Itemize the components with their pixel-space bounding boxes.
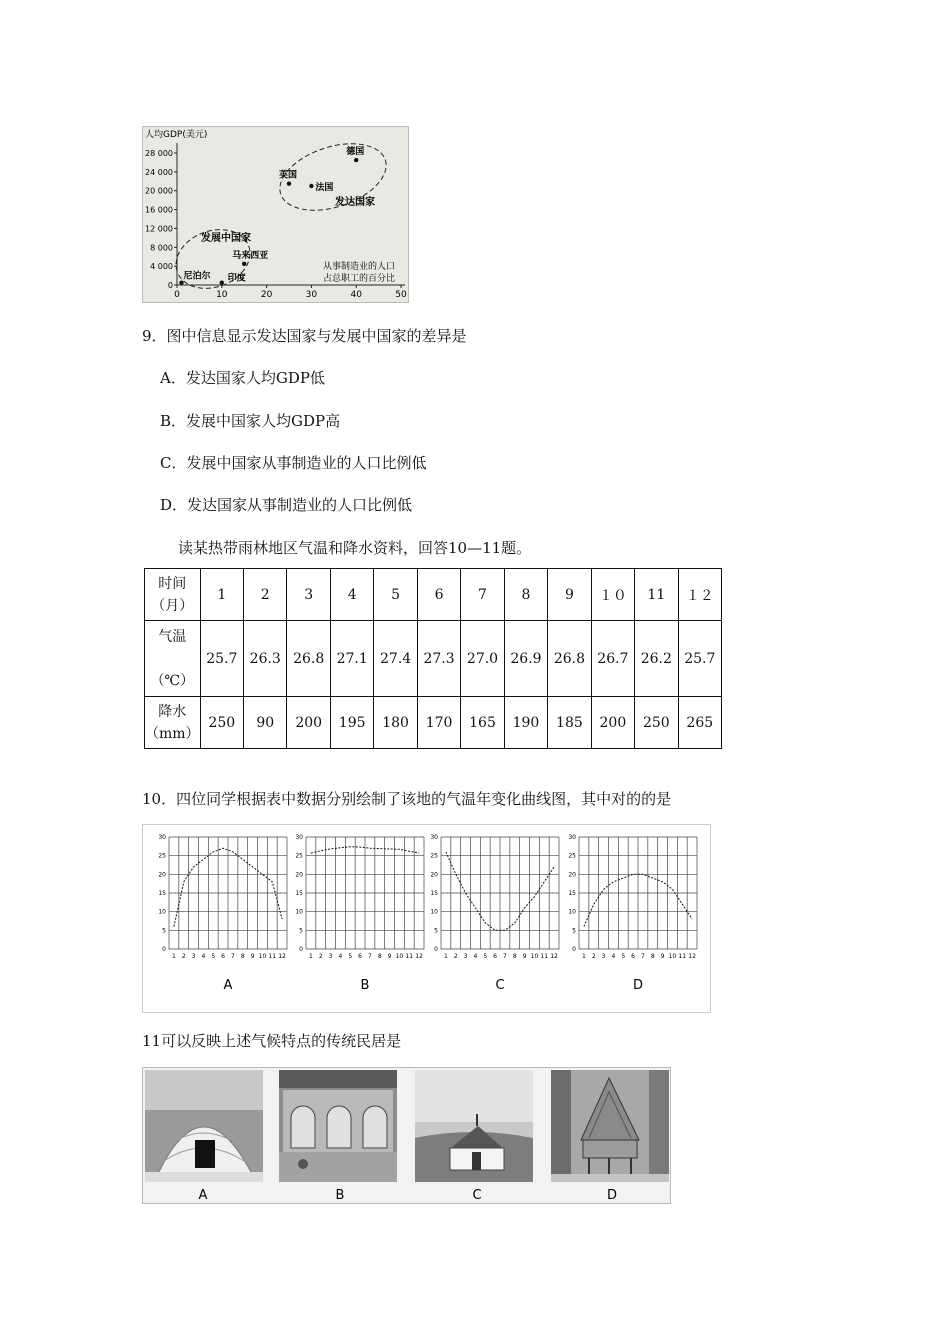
header-temp-1: 气温 — [158, 628, 187, 645]
y-tick-label: 10 — [158, 908, 166, 916]
y-tick-label: 20 — [430, 871, 438, 879]
q9-stem: 9．图中信息显示发达国家与发展中国家的差异是 — [142, 327, 467, 345]
temp-cell: 25.7 — [200, 621, 243, 697]
rain-cell: 250 — [635, 697, 678, 749]
x-tick-label: 10 — [668, 953, 677, 960]
x-tick-label: 2 — [591, 953, 596, 960]
x-tick-label: 2 — [318, 953, 323, 960]
y-tick-label: 5 — [434, 927, 438, 935]
rain-cell: 90 — [244, 697, 287, 749]
x-tick-label: 3 — [601, 953, 606, 960]
photo-label-b: B — [335, 1188, 345, 1203]
y-tick-label: 15 — [295, 890, 303, 897]
temp-cell: 27.1 — [330, 621, 373, 697]
y-tick-label: 20 — [568, 871, 576, 879]
x-tick-label: 7 — [503, 953, 507, 960]
table-row-month — [145, 569, 722, 621]
temp-cell: 26.3 — [244, 621, 287, 697]
y-tick-label: 5 — [572, 927, 576, 935]
temp-chart-b — [295, 834, 424, 993]
photo-b-cave-dwelling — [279, 1070, 397, 1182]
y-tick-label: 30 — [568, 834, 576, 841]
x-tick-label: 3 — [463, 953, 468, 960]
rain-cell: 200 — [287, 697, 330, 749]
header-rain-1: 降水 — [158, 703, 187, 720]
dwellings-svg — [143, 1068, 670, 1203]
y-tick-label: 30 — [430, 834, 438, 841]
x-tick-label: 3 — [191, 953, 196, 960]
x-tick-label: 9 — [522, 953, 527, 960]
y-tick-label: 10 — [568, 908, 576, 916]
rain-cell: 195 — [330, 697, 373, 749]
gdp-scatter-svg — [143, 127, 408, 302]
rain-cell: 250 — [200, 697, 243, 749]
x-tick-label: 7 — [641, 953, 645, 960]
month-cell: 6 — [417, 569, 460, 621]
y-tick-label: 20 — [158, 871, 166, 879]
y-tick-label: 5 — [299, 927, 303, 935]
header-rain — [145, 697, 201, 749]
x-tick-label: 4 — [201, 953, 206, 960]
photo-label-c: C — [472, 1188, 482, 1203]
temp-cell: 25.7 — [678, 621, 721, 697]
q9-option-d: D．发达国家从事制造业的人口比例低 — [160, 496, 413, 514]
header-time — [145, 569, 201, 621]
month-cell: 7 — [461, 569, 504, 621]
x-tick-label: 5 — [348, 953, 353, 960]
y-tick-label: 30 — [158, 834, 166, 841]
month-cell: １０ — [591, 569, 634, 621]
month-cell: 9 — [548, 569, 591, 621]
temp-cell: 26.8 — [548, 621, 591, 697]
y-tick-label: 15 — [568, 890, 576, 897]
x-tick-label: 11 — [405, 953, 414, 960]
y-tick-label: 0 — [167, 281, 173, 290]
x-tick-label: 10 — [216, 290, 228, 300]
x-tick-label: 11 — [268, 953, 277, 960]
x-tick-label: 5 — [211, 953, 216, 960]
temp-cell: 26.2 — [635, 621, 678, 697]
temp-cell: 26.9 — [504, 621, 547, 697]
x-tick-label: 3 — [328, 953, 333, 960]
x-tick-label: 6 — [493, 953, 497, 960]
y-tick-label: 4 000 — [150, 262, 173, 272]
x-tick-label: 5 — [621, 953, 626, 960]
rain-cell: 185 — [548, 697, 591, 749]
gdp-scatter-figure — [142, 126, 409, 303]
x-tick-label: 11 — [540, 953, 549, 960]
y-tick-label: 5 — [162, 927, 166, 935]
y-tick-label: 28 000 — [145, 149, 173, 158]
x-tick-label: 0 — [174, 290, 180, 300]
x-tick-label: 6 — [358, 953, 362, 960]
x-tick-label: 8 — [650, 953, 655, 960]
header-temp — [145, 621, 201, 697]
point-label: 印度 — [227, 273, 246, 284]
y-tick-label: 16 000 — [145, 205, 173, 215]
photo-c-yurt — [415, 1070, 533, 1182]
scatter-point — [287, 181, 291, 185]
q11-stem: 11可以反映上述气候特点的传统民居是 — [142, 1032, 402, 1050]
y-tick-label: 25 — [430, 852, 438, 860]
photo-d-stilt-house — [551, 1070, 669, 1182]
scatter-point — [242, 262, 246, 266]
y-tick-label: 25 — [568, 852, 576, 860]
month-cell: 1 — [200, 569, 243, 621]
month-cell: 8 — [504, 569, 547, 621]
y-tick-label: 24 000 — [145, 167, 173, 177]
x-tick-label: 5 — [483, 953, 488, 960]
y-tick-label: 12 000 — [145, 224, 173, 234]
temp-cell: 27.3 — [417, 621, 460, 697]
rain-cell: 265 — [678, 697, 721, 749]
header-time-1: 时间 — [158, 575, 187, 592]
temp-cell: 26.7 — [591, 621, 634, 697]
q9-option-c: C．发展中国家从事制造业的人口比例低 — [160, 454, 427, 472]
y-tick-label: 25 — [295, 852, 303, 860]
y-tick-label: 0 — [434, 946, 438, 953]
x-tick-label: 12 — [550, 953, 558, 960]
chart-label: B — [360, 978, 370, 993]
y-tick-label: 0 — [299, 946, 303, 953]
x-tick-label: 1 — [309, 953, 313, 960]
chart-label: D — [632, 978, 644, 993]
x-tick-label: 6 — [631, 953, 635, 960]
x-tick-label: 12 — [278, 953, 286, 960]
rain-cell: 165 — [461, 697, 504, 749]
x-tick-label: 2 — [181, 953, 186, 960]
reading-intro: 读某热带雨林地区气温和降水资料，回答10—11题。 — [178, 539, 532, 557]
scatter-point — [354, 158, 358, 162]
rain-cell: 170 — [417, 697, 460, 749]
month-cell: 11 — [635, 569, 678, 621]
gdp-axis-title: 人均GDP(美元) — [145, 130, 208, 140]
point-label: 尼泊尔 — [183, 271, 211, 282]
x-tick-label: 10 — [258, 953, 267, 960]
month-cell: 3 — [287, 569, 330, 621]
y-tick-label: 25 — [158, 852, 166, 860]
xaxis-label-1: 从事制造业的人口 — [323, 262, 396, 272]
temp-chart-c — [430, 834, 559, 993]
x-tick-label: 2 — [453, 953, 458, 960]
x-tick-label: 4 — [338, 953, 343, 960]
developing-label: 发展中国家 — [201, 233, 251, 244]
point-label: 英国 — [279, 170, 298, 181]
chart-label: A — [223, 978, 233, 993]
photo-a-igloo — [145, 1070, 263, 1182]
month-cell: 5 — [374, 569, 417, 621]
temp-cell: 27.4 — [374, 621, 417, 697]
scatter-point — [309, 184, 313, 188]
x-tick-label: 8 — [377, 953, 382, 960]
y-tick-label: 8 000 — [150, 243, 173, 253]
y-tick-label: 30 — [295, 834, 303, 841]
x-tick-label: 8 — [512, 953, 517, 960]
x-tick-label: 9 — [387, 953, 392, 960]
photo-label-d: D — [606, 1188, 618, 1203]
temp-curves-figure — [142, 824, 711, 1013]
temp-chart-a — [158, 834, 287, 993]
temp-cell: 27.0 — [461, 621, 504, 697]
table-row-temp — [145, 621, 722, 697]
x-tick-label: 40 — [350, 290, 362, 300]
point-label: 马来西亚 — [232, 250, 269, 261]
y-tick-label: 0 — [572, 946, 576, 953]
y-tick-label: 15 — [158, 890, 166, 897]
x-tick-label: 50 — [395, 290, 407, 300]
point-label: 德国 — [346, 147, 365, 158]
q10-stem: 10．四位同学根据表中数据分别绘制了该地的气温年变化曲线图，其中对的的是 — [142, 790, 672, 808]
x-tick-label: 20 — [260, 290, 273, 300]
x-tick-label: 1 — [172, 953, 176, 960]
y-tick-label: 15 — [430, 890, 438, 897]
x-tick-label: 4 — [611, 953, 616, 960]
scatter-point — [220, 280, 224, 284]
month-cell: 2 — [244, 569, 287, 621]
q9-option-a: A．发达国家人均GDP低 — [160, 369, 325, 387]
chart-label: C — [495, 978, 505, 993]
temp-cell: 26.8 — [287, 621, 330, 697]
x-tick-label: 1 — [582, 953, 586, 960]
developed-label: 发达国家 — [335, 197, 375, 208]
header-rain-2: （mm） — [145, 725, 200, 742]
x-tick-label: 10 — [395, 953, 404, 960]
temp-chart-d — [568, 834, 697, 993]
y-tick-label: 0 — [162, 946, 166, 953]
x-tick-label: 9 — [660, 953, 665, 960]
photo-label-a: A — [198, 1188, 208, 1203]
x-tick-label: 7 — [368, 953, 372, 960]
x-tick-label: 11 — [678, 953, 687, 960]
header-time-2: （月） — [151, 597, 194, 614]
y-tick-label: 10 — [295, 908, 303, 916]
table-row-rain — [145, 697, 722, 749]
x-tick-label: 12 — [415, 953, 423, 960]
y-tick-label: 10 — [430, 908, 438, 916]
point-label: 法国 — [315, 183, 334, 193]
rain-cell: 200 — [591, 697, 634, 749]
month-cell: 4 — [330, 569, 373, 621]
q9-option-b: B．发展中国家人均GDP高 — [160, 412, 341, 430]
x-tick-label: 4 — [473, 953, 478, 960]
month-cell: １２ — [678, 569, 721, 621]
x-tick-label: 8 — [240, 953, 245, 960]
y-tick-label: 20 000 — [145, 186, 173, 196]
x-tick-label: 9 — [250, 953, 255, 960]
y-tick-label: 20 — [295, 871, 303, 879]
x-tick-label: 30 — [305, 290, 318, 300]
xaxis-label-2: 占总职工的百分比 — [323, 274, 396, 284]
x-tick-label: 1 — [444, 953, 448, 960]
header-temp-2: （℃） — [150, 672, 195, 689]
dwellings-figure — [142, 1067, 671, 1204]
x-tick-label: 12 — [688, 953, 696, 960]
x-tick-label: 10 — [530, 953, 539, 960]
rain-cell: 190 — [504, 697, 547, 749]
x-tick-label: 6 — [221, 953, 225, 960]
x-tick-label: 7 — [231, 953, 235, 960]
rain-cell: 180 — [374, 697, 417, 749]
climate-table — [144, 568, 722, 749]
temp-curves-svg — [143, 825, 710, 1012]
